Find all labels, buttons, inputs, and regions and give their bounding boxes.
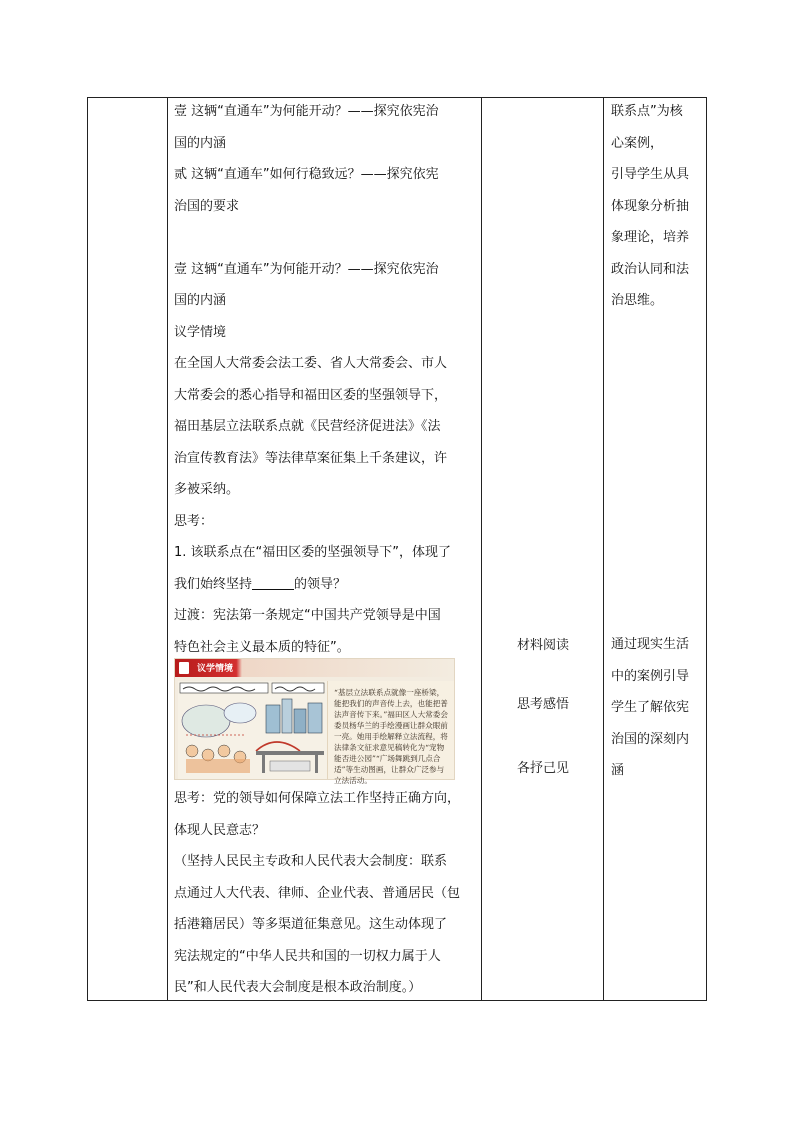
process-line: 壹 这辆“直通车”为何能开动？——探究依宪治 <box>174 104 439 119</box>
intent-column-top <box>611 96 689 317</box>
intent-line: 联系点”为核 <box>611 104 683 119</box>
quote-box <box>327 681 454 785</box>
process-line: 大常委会的悉心指导和福田区委的坚强领导下， <box>174 387 448 403</box>
col-border-3 <box>603 97 604 1001</box>
quote-text: “基层立法联系点就像一座桥梁，能把我们的声音传上去，也能把普法声音传下来。”福田区人大常委会委员杨华兰的手绘漫画让群众眼前一亮。她用手绘解释立法流程，将法律条文征求意见稿转化为“宠物能否进公园”“广场舞跳到几点合适”等生动图画，让群众广泛参与立法活动。 <box>334 688 448 785</box>
process-line: 国的内涵 <box>174 135 227 151</box>
intent-line: 通过现实生活 <box>611 637 690 652</box>
process-line: （坚持人民民主专政和人民代表大会制度：联系 <box>174 854 448 869</box>
process-line: 体现人民意志？ <box>174 822 266 838</box>
hand-drawn-comic-icon <box>178 681 328 779</box>
intent-line: 涵 <box>611 763 625 778</box>
process-line: 思考：党的领导如何保障立法工作坚持正确方向， <box>174 791 461 806</box>
col-border-left <box>87 97 88 1001</box>
process-line: 括港籍居民）等多渠道征集意见。这生动体现了 <box>174 917 448 932</box>
process-column-after <box>174 783 460 1004</box>
process-column <box>174 96 451 663</box>
intent-line: 心案例， <box>611 135 664 151</box>
process-line: 治国的要求 <box>174 198 240 214</box>
fill-in-blank <box>252 575 294 590</box>
process-line: 治宣传教育法》等法律草案征集上千条建议，许 <box>174 450 448 466</box>
intent-line: 引导学生从具 <box>611 167 690 182</box>
intent-line: 治思维。 <box>611 293 664 308</box>
book-icon <box>179 662 189 674</box>
intent-line: 中的案例引导 <box>611 668 690 684</box>
process-line: 壹 这辆“直通车”为何能开动？——探究依宪治 <box>174 261 439 277</box>
process-line <box>174 222 451 254</box>
process-line: 国的内涵 <box>174 293 227 308</box>
intent-line: 象理论，培养 <box>611 230 690 245</box>
intent-column-bottom <box>611 629 689 787</box>
process-line: 民”和人民代表大会制度是根本政治制度。） <box>174 980 422 995</box>
process-line: 1. 该联系点在“福田区委的坚强领导下”，体现了 <box>174 545 452 560</box>
process-line: 过渡：宪法第一条规定“中国共产党领导是中国 <box>174 608 441 623</box>
intent-line: 治国的深刻内 <box>611 731 690 747</box>
process-line: 多被采纳。 <box>174 482 240 497</box>
activity-item: 材料阅读 <box>517 638 570 653</box>
ribbon-label: 议学情境 <box>197 664 234 674</box>
col-border-2 <box>481 97 482 1001</box>
intent-line: 政治认同和法 <box>611 261 690 277</box>
situation-illustration <box>174 658 455 785</box>
intent-line: 学生了解依宪 <box>611 700 690 715</box>
intent-line: 体现象分析抽 <box>611 198 690 214</box>
process-line: 议学情境 <box>174 324 227 340</box>
activity-item: 各抒己见 <box>517 761 570 776</box>
process-line: 在全国人大常委会法工委、省人大常委会、市人 <box>174 356 448 371</box>
process-line: 福田基层立法联系点就《民营经济促进法》《法 <box>174 419 441 434</box>
situation-ribbon <box>175 659 454 677</box>
col-border-right <box>706 97 707 1001</box>
process-line: 宪法规定的“中华人民共和国的一切权力属于人 <box>174 948 441 964</box>
activity-item: 思考感悟 <box>517 697 570 712</box>
process-line: 点通过人大代表、律师、企业代表、普通居民（包 <box>174 885 461 901</box>
process-line: 特色社会主义最本质的特征”。 <box>174 639 350 655</box>
process-line-with-blank: 我们始终坚持 的领导？ <box>174 576 347 592</box>
lesson-table <box>87 97 707 1001</box>
process-line: 贰 这辆“直通车”如何行稳致远？——探究依宪 <box>174 167 439 182</box>
col-border-1 <box>167 97 168 1001</box>
process-line: 思考： <box>174 513 214 529</box>
